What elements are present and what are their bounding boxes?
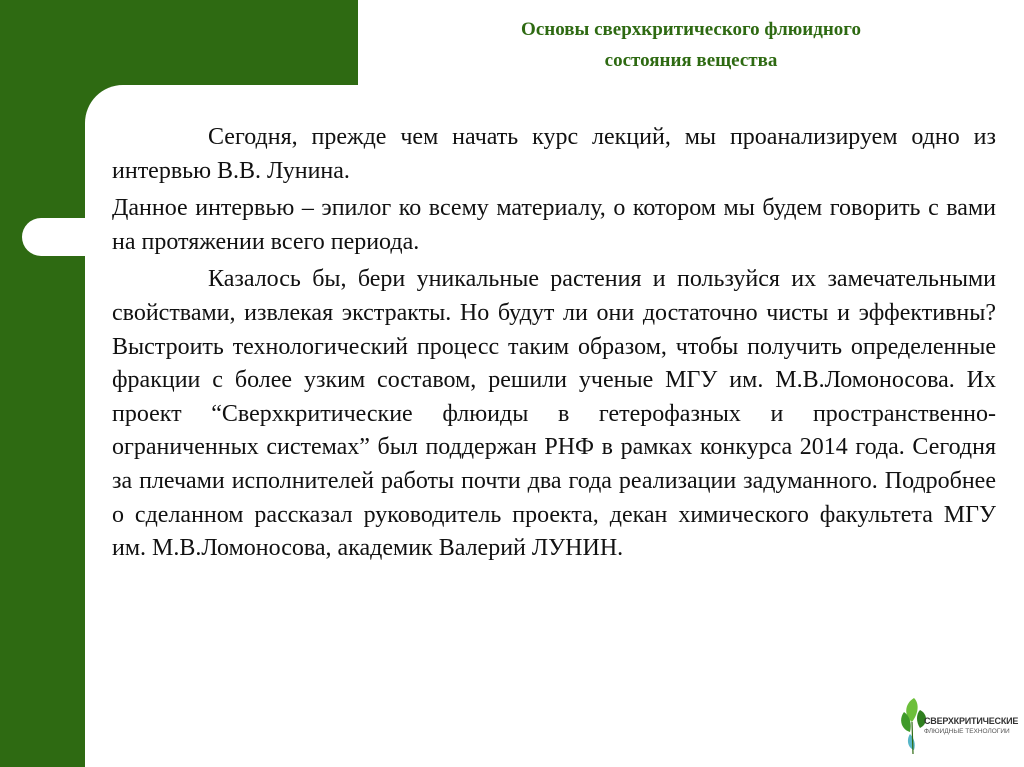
left-green-bar <box>0 85 85 767</box>
company-logo <box>900 690 1018 762</box>
paragraph-project: Казалось бы, бери уникальные растения и пользуйся их замечательными свойствами, извлекая экстракты. Но будут ли они достаточно чисты и эффективны? Выстроить технологический процесс таким образом, чтобы получить определенные фракции с более узким составом, решили ученые МГУ им. М.В.Ломоносова. Их проект “Сверхкритические флюиды в гетерофазных и пространственно-ограниченных системах” был поддержан РНФ в рамках конкурса 2014 года. Сегодня за плечами исполнителей работы почти два года реализации задуманного. Подробнее о сделанном рассказал руководитель проекта, декан химического факультета МГУ им. М.В.Ломоносова, академик Валерий ЛУНИН. <box>112 266 996 562</box>
slide-title-line-1: Основы сверхкритического флюидного <box>521 19 861 40</box>
slide-body <box>112 121 996 570</box>
slide-title <box>358 14 1024 76</box>
paragraph-intro: Сегодня, прежде чем начать курс лекций, мы проанализируем одно из интервью В.В. Лунина. <box>112 124 996 184</box>
side-tab-notch <box>22 218 122 256</box>
logo-subtitle: ФЛЮИДНЫЕ ТЕХНОЛОГИИ <box>924 728 1010 735</box>
paragraph-epilogue: Данное интервью – эпилог ко всему материалу, о котором мы будем говорить с вами на протяжении всего периода. <box>112 195 996 255</box>
slide-title-line-2: состояния вещества <box>604 50 778 71</box>
logo-title: СВЕРХКРИТИЧЕСКИЕ <box>924 716 1019 726</box>
